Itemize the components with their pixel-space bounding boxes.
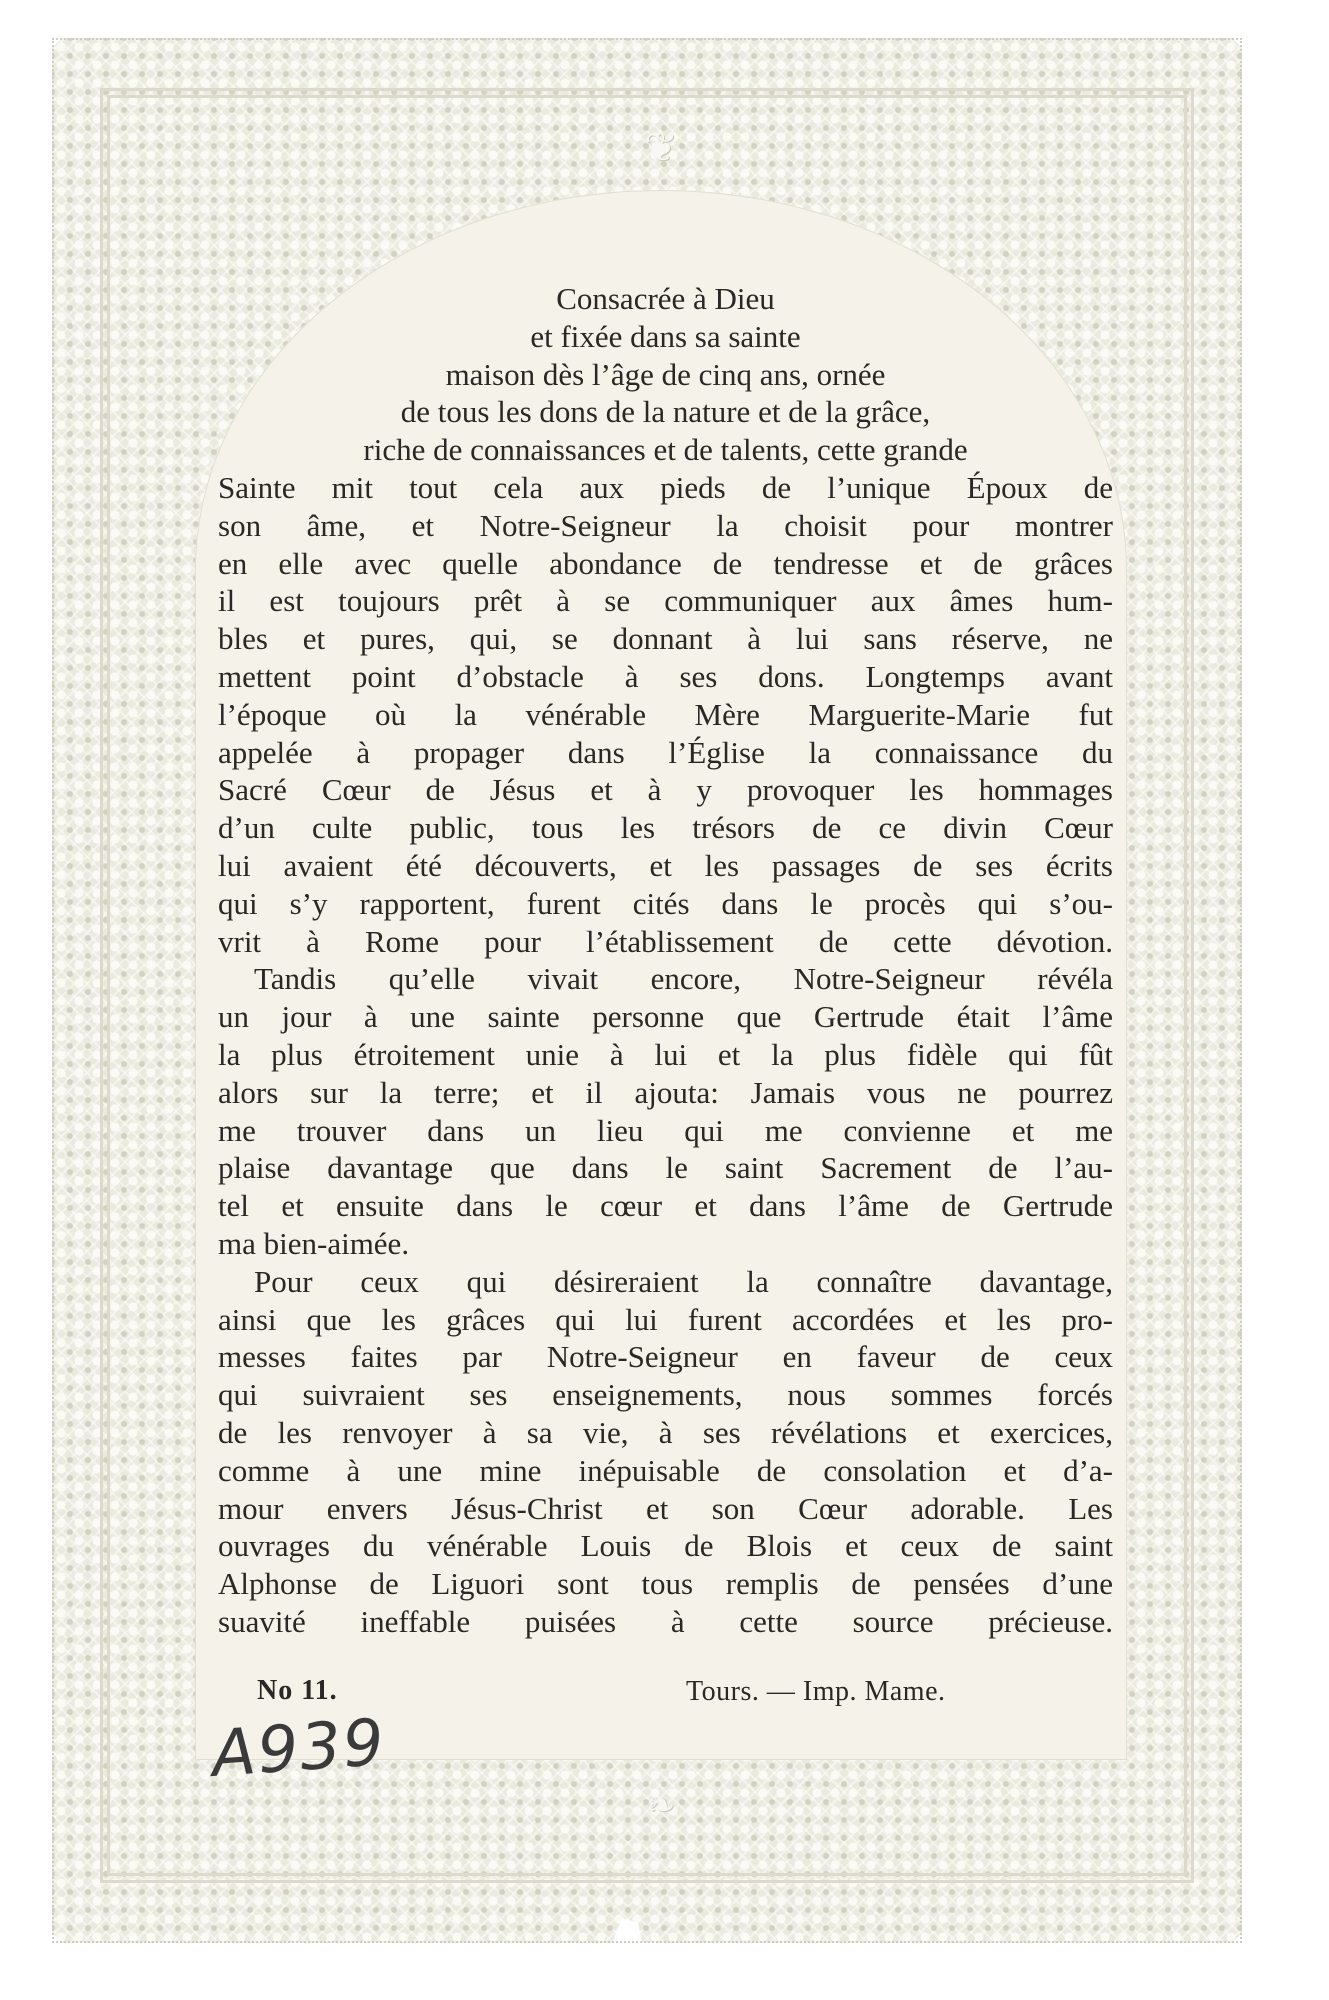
text-line: comme à une mine inépuisable de consolation et d’a- bbox=[218, 1452, 1113, 1488]
text-line: son âme, et Notre-Seigneur la choisit pour montrer bbox=[218, 507, 1113, 543]
text-line: un jour à une sainte personne que Gertrude était l’âme bbox=[218, 999, 1113, 1035]
text-line: Sacré Cœur de Jésus et à y provoquer les hommages bbox=[218, 772, 1113, 808]
text-line: plaise davantage que dans le saint Sacrement de l’au- bbox=[218, 1150, 1113, 1186]
card-text bbox=[218, 280, 1113, 1641]
text-line: d’un culte public, tous les trésors de ce divin Cœur bbox=[218, 810, 1113, 846]
text-line: tel et ensuite dans le cœur et dans l’âme de Gertrude bbox=[218, 1188, 1113, 1224]
text-line: riche de connaissances et de talents, cette grande bbox=[363, 432, 968, 468]
text-line: ainsi que les grâces qui lui furent accordées et les pro- bbox=[218, 1301, 1113, 1337]
text-line: l’époque où la vénérable Mère Marguerite-Marie fut bbox=[218, 696, 1113, 732]
text-line: vrit à Rome pour l’établissement de cette dévotion. bbox=[218, 923, 1113, 959]
handwritten-inventory-number: A939 bbox=[209, 1705, 389, 1792]
text-line: suavité ineffable puisées à cette source précieuse. bbox=[218, 1603, 1113, 1639]
text-line: il est toujours prêt à se communiquer aux âmes hum- bbox=[218, 583, 1113, 619]
text-line: lui avaient été découverts, et les passages de ses écrits bbox=[218, 847, 1113, 883]
card-number: No 11. bbox=[257, 1675, 338, 1706]
text-line: Sainte mit tout cela aux pieds de l’unique Époux de bbox=[218, 469, 1113, 505]
text-line: Consacrée à Dieu bbox=[556, 281, 775, 316]
text-line: messes faites par Notre-Seigneur en faveur de ceux bbox=[218, 1339, 1113, 1375]
text-line: mettent point d’obstacle à ses dons. Longtemps avant bbox=[218, 658, 1113, 694]
text-line: Pour ceux qui désireraient la connaître davantage, bbox=[254, 1263, 1113, 1299]
text-line: ouvrages du vénérable Louis de Blois et ceux de saint bbox=[218, 1528, 1113, 1564]
text-line: la plus étroitement unie à lui et la plus fidèle qui fût bbox=[218, 1036, 1113, 1072]
text-line: et fixée dans sa sainte bbox=[530, 318, 801, 354]
top-ornament-icon: ❦ bbox=[644, 125, 678, 171]
text-line: me trouver dans un lieu qui me convienne et me bbox=[218, 1112, 1113, 1148]
text-line: en elle avec quelle abondance de tendresse et de grâces bbox=[218, 545, 1113, 581]
text-line: Alphonse de Liguori sont tous remplis de pensées d’une bbox=[218, 1566, 1113, 1602]
printer-imprint: Tours. — Imp. Mame. bbox=[686, 1676, 946, 1707]
text-line: qui s’y rapportent, furent cités dans le procès qui s’ou- bbox=[218, 885, 1113, 921]
text-line: bles et pures, qui, se donnant à lui sans réserve, ne bbox=[218, 621, 1113, 657]
text-line: appelée à propager dans l’Église la connaissance du bbox=[218, 734, 1113, 770]
text-line: qui suivraient ses enseignements, nous sommes forcés bbox=[218, 1377, 1113, 1413]
text-line: de les renvoyer à sa vie, à ses révélations et exercices, bbox=[218, 1414, 1113, 1450]
text-line: alors sur la terre; et il ajouta: Jamais vous ne pourrez bbox=[218, 1074, 1113, 1110]
text-line: de tous les dons de la nature et de la grâce, bbox=[400, 394, 931, 430]
text-line: ma bien-aimée. bbox=[218, 1225, 410, 1261]
text-line: Tandis qu’elle vivait encore, Notre-Seigneur révéla bbox=[254, 961, 1113, 997]
text-line: maison dès l’âge de cinq ans, ornée bbox=[445, 356, 886, 392]
bottom-ornament-icon: ❧ bbox=[646, 1786, 676, 1826]
text-line: mour envers Jésus-Christ et son Cœur adorable. Les bbox=[218, 1490, 1113, 1526]
